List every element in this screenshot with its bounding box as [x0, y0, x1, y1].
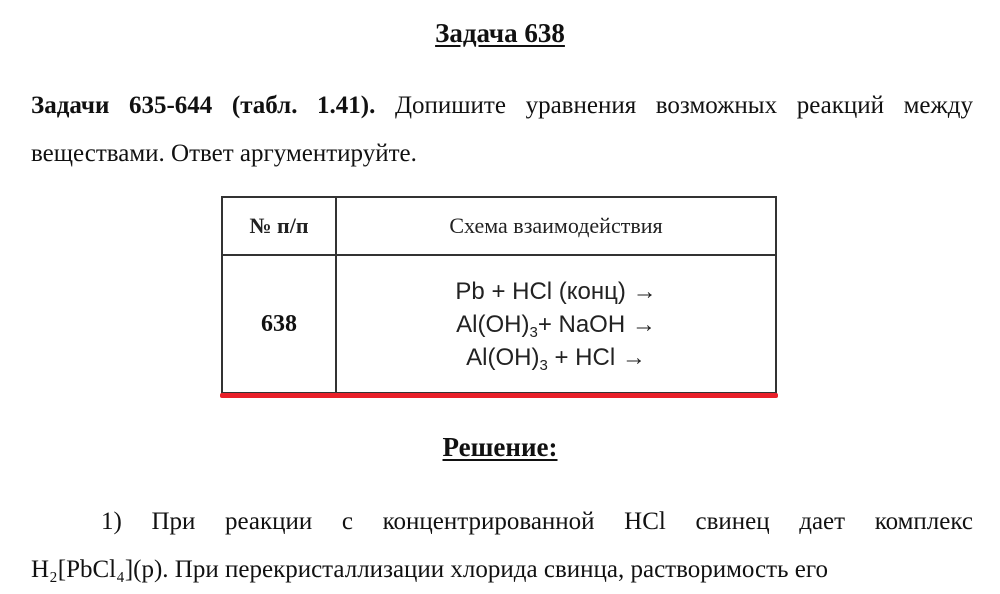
task-statement — [31, 82, 973, 178]
table-header-row — [222, 197, 776, 255]
task-reference: Задачи 635-644 (табл. 1.41). — [31, 92, 376, 119]
page-title: Задача 638 — [435, 18, 565, 48]
red-underline — [220, 393, 778, 398]
table-row — [222, 255, 776, 393]
equation-2: $Al(OH)_3+$ NaOH → — [456, 310, 656, 341]
equation-1: Pb + HCl (конц) → — [455, 277, 657, 305]
reaction-table — [221, 196, 777, 394]
equation-3: $Al(OH)_3$ + HCl → — [466, 343, 646, 374]
reaction-scheme — [336, 255, 776, 393]
solution-paragraph-2: H₂[PbCl₄](р). При перекристаллизации хлорида свинца, растворимость его — [31, 556, 828, 583]
solution-heading: Решение: — [442, 432, 558, 462]
solution-paragraph-1: 1) При реакции с концентрированной HCl свинец дает комплекс — [101, 508, 973, 535]
header-scheme: Схема взаимодействия — [336, 197, 776, 255]
header-number: № п/п — [222, 197, 336, 255]
task-text: Допишите уравнения возможных реакций между веществами. Ответ аргументируйте. — [31, 92, 974, 167]
row-number: 638 — [222, 255, 336, 393]
